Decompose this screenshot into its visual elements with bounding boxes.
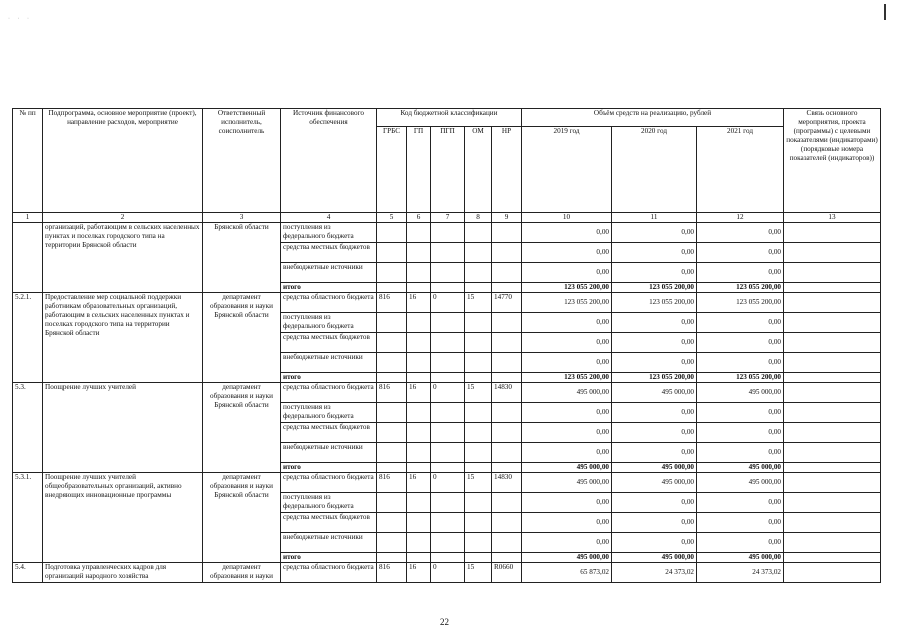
gp-code [407,403,431,423]
indicator-link [784,223,881,243]
pgp-code [431,333,465,353]
amount-2020: 0,00 [612,223,697,243]
funding-source: внебюджетные источники [281,443,377,463]
funding-source: средства областного бюджета [281,473,377,493]
np-code [492,223,522,243]
funding-source: средства местных бюджетов [281,423,377,443]
amount-2020: 24 373,02 [612,563,697,583]
budget-table [12,108,881,583]
amount-2020: 495 000,00 [612,553,697,563]
col-resp-header: Ответственный исполнитель, соисполнитель [203,109,281,213]
col-np-header: НР [492,127,522,213]
pgp-code [431,493,465,513]
column-number: 2 [43,213,203,223]
np-code [492,533,522,553]
pgp-code [431,243,465,263]
funding-source: поступления из федерального бюджета [281,223,377,243]
indicator-link [784,533,881,553]
np-code [492,283,522,293]
responsible-executor: департамент образования и науки Брянской области [203,473,281,563]
column-number: 6 [407,213,431,223]
pgp-code [431,283,465,293]
pgp-code: 0 [431,563,465,583]
funding-source: итого [281,283,377,293]
om-code [465,333,492,353]
item-number: 5.3.1. [13,473,43,563]
pgp-code [431,223,465,243]
amount-2019: 123 055 200,00 [522,283,612,293]
gp-code [407,493,431,513]
amount-2021: 495 000,00 [697,553,784,563]
amount-2019: 0,00 [522,223,612,243]
indicator-link [784,403,881,423]
amount-2019: 65 873,02 [522,563,612,583]
amount-2020: 495 000,00 [612,463,697,473]
amount-2019: 495 000,00 [522,383,612,403]
amount-2020: 0,00 [612,333,697,353]
indicator-link [784,293,881,313]
gp-code [407,223,431,243]
om-code [465,463,492,473]
np-code [492,403,522,423]
om-code [465,493,492,513]
grbs-code: 816 [377,383,407,403]
gp-code [407,353,431,373]
amount-2021: 495 000,00 [697,473,784,493]
grbs-code: 816 [377,293,407,313]
gp-code [407,443,431,463]
grbs-code [377,353,407,373]
indicator-link [784,443,881,463]
amount-2021: 123 055 200,00 [697,283,784,293]
np-code: 14830 [492,383,522,403]
table-row [13,383,881,403]
amount-2020: 123 055 200,00 [612,293,697,313]
funding-source: средства областного бюджета [281,563,377,583]
gp-code: 16 [407,383,431,403]
om-code [465,533,492,553]
grbs-code [377,333,407,353]
amount-2021: 0,00 [697,223,784,243]
amount-2020: 0,00 [612,533,697,553]
amount-2020: 0,00 [612,313,697,333]
gp-code [407,533,431,553]
item-name: организаций, работающим в сельских населенных пунктах и поселках городского типа на территории Брянской области [43,223,203,293]
amount-2019: 0,00 [522,423,612,443]
amount-2021: 0,00 [697,493,784,513]
pgp-code [431,553,465,563]
column-number: 9 [492,213,522,223]
indicator-link [784,263,881,283]
pgp-code: 0 [431,293,465,313]
amount-2019: 495 000,00 [522,553,612,563]
om-code [465,353,492,373]
funding-source: внебюджетные источники [281,263,377,283]
pgp-code [431,263,465,283]
np-code [492,553,522,563]
item-name: Поощрение лучших учителей [43,383,203,473]
funding-source: средства местных бюджетов [281,513,377,533]
grbs-code: 816 [377,473,407,493]
col-2019-header: 2019 год [522,127,612,213]
pgp-code [431,423,465,443]
np-code [492,443,522,463]
indicator-link [784,383,881,403]
column-number: 11 [612,213,697,223]
table-row [13,223,881,243]
item-number: 5.2.1. [13,293,43,383]
col-gp-header: ГП [407,127,431,213]
np-code [492,463,522,473]
np-code [492,513,522,533]
table-body [13,223,881,583]
funding-source: итого [281,463,377,473]
funding-source: внебюджетные источники [281,533,377,553]
gp-code: 16 [407,563,431,583]
amount-2021: 0,00 [697,423,784,443]
gp-code [407,553,431,563]
amount-2020: 0,00 [612,493,697,513]
gp-code: 16 [407,473,431,493]
grbs-code [377,403,407,423]
amount-2020: 0,00 [612,403,697,423]
om-code [465,223,492,243]
amount-2021: 495 000,00 [697,463,784,473]
pgp-code [431,463,465,473]
indicator-link [784,463,881,473]
amount-2021: 0,00 [697,353,784,373]
scan-dots: · · · [8,16,32,22]
amount-2020: 0,00 [612,443,697,463]
amount-2019: 0,00 [522,263,612,283]
funding-source: внебюджетные источники [281,353,377,373]
om-code [465,243,492,263]
np-code: 14830 [492,473,522,493]
om-code [465,443,492,463]
gp-code [407,283,431,293]
responsible-executor: департамент образования и науки Брянской области [203,293,281,383]
amount-2020: 0,00 [612,353,697,373]
amount-2021: 495 000,00 [697,383,784,403]
amount-2019: 123 055 200,00 [522,293,612,313]
grbs-code [377,533,407,553]
amount-2021: 0,00 [697,313,784,333]
indicator-link [784,553,881,563]
grbs-code [377,493,407,513]
grbs-code [377,443,407,463]
funding-source: поступления из федерального бюджета [281,403,377,423]
om-code [465,313,492,333]
np-code [492,333,522,353]
page-number: 22 [440,617,449,627]
om-code [465,403,492,423]
responsible-executor: Брянской области [203,223,281,293]
om-code [465,263,492,283]
grbs-code: 816 [377,563,407,583]
funding-source: средства местных бюджетов [281,243,377,263]
amount-2021: 0,00 [697,263,784,283]
col-source-header: Источник финансового обеспечения [281,109,377,213]
pgp-code [431,353,465,373]
pgp-code [431,373,465,383]
col-name-header: Подпрограмма, основное мероприятие (проект), направление расходов, мероприятие [43,109,203,213]
gp-code [407,333,431,353]
om-code [465,553,492,563]
amount-2021: 0,00 [697,403,784,423]
indicator-link [784,473,881,493]
gp-code [407,263,431,283]
om-code: 15 [465,293,492,313]
column-number: 1 [13,213,43,223]
om-code [465,513,492,533]
grbs-code [377,243,407,263]
indicator-link [784,373,881,383]
table-row [13,563,881,583]
funding-source: поступления из федерального бюджета [281,493,377,513]
indicator-link [784,423,881,443]
amount-2020: 0,00 [612,263,697,283]
grbs-code [377,263,407,283]
column-number: 3 [203,213,281,223]
grbs-code [377,463,407,473]
indicator-link [784,353,881,373]
gp-code [407,513,431,533]
amount-2021: 24 373,02 [697,563,784,583]
amount-2019: 0,00 [522,493,612,513]
amount-2021: 0,00 [697,333,784,353]
amount-2019: 0,00 [522,403,612,423]
gp-code [407,313,431,333]
column-number: 5 [377,213,407,223]
funding-source: средства областного бюджета [281,383,377,403]
gp-code: 16 [407,293,431,313]
column-number: 4 [281,213,377,223]
np-code [492,263,522,283]
col-budget-code-header: Код бюджетной классификации [377,109,522,127]
indicator-link [784,513,881,533]
om-code [465,283,492,293]
amount-2021: 0,00 [697,243,784,263]
amount-2021: 123 055 200,00 [697,373,784,383]
funding-source: средства местных бюджетов [281,333,377,353]
column-numbers-row [13,213,881,223]
indicator-link [784,283,881,293]
item-number: 5.3. [13,383,43,473]
responsible-executor: департамент образования и науки [203,563,281,583]
grbs-code [377,553,407,563]
om-code: 15 [465,473,492,493]
np-code: R0660 [492,563,522,583]
grbs-code [377,423,407,443]
responsible-executor: департамент образования и науки Брянской области [203,383,281,473]
np-code [492,353,522,373]
amount-2021: 123 055 200,00 [697,293,784,313]
col-om-header: ОМ [465,127,492,213]
item-number [13,223,43,293]
pgp-code [431,313,465,333]
amount-2019: 0,00 [522,443,612,463]
np-code [492,313,522,333]
amount-2021: 0,00 [697,533,784,553]
item-name: Подготовка управленческих кадров для организаций народного хозяйства [43,563,203,583]
amount-2019: 0,00 [522,533,612,553]
amount-2019: 0,00 [522,313,612,333]
amount-2020: 495 000,00 [612,473,697,493]
np-code [492,493,522,513]
column-number: 10 [522,213,612,223]
np-code: 14770 [492,293,522,313]
grbs-code [377,373,407,383]
om-code [465,423,492,443]
col-volume-header: Объём средств на реализацию, рублей [522,109,784,127]
funding-source: итого [281,553,377,563]
pgp-code [431,513,465,533]
indicator-link [784,243,881,263]
indicator-link [784,563,881,583]
amount-2019: 123 055 200,00 [522,373,612,383]
amount-2020: 0,00 [612,243,697,263]
amount-2020: 0,00 [612,423,697,443]
amount-2021: 0,00 [697,443,784,463]
column-number: 8 [465,213,492,223]
om-code: 15 [465,383,492,403]
om-code: 15 [465,563,492,583]
col-grbs-header: ГРБС [377,127,407,213]
grbs-code [377,313,407,333]
column-number: 12 [697,213,784,223]
pgp-code [431,443,465,463]
funding-source: средства областного бюджета [281,293,377,313]
amount-2020: 123 055 200,00 [612,373,697,383]
amount-2020: 123 055 200,00 [612,283,697,293]
col-link-header: Связь основного мероприятия, проекта (программы) с целевыми показателями (индикаторами) (порядковые номера показателей (индикаторов)) [784,109,881,213]
col-pgp-header: ПГП [431,127,465,213]
amount-2020: 495 000,00 [612,383,697,403]
np-code [492,243,522,263]
item-name: Предоставление мер социальной поддержки работникам образовательных организаций, работающим в сельских населенных пунктах и поселках городского типа на территории Брянской области [43,293,203,383]
grbs-code [377,513,407,533]
amount-2019: 0,00 [522,243,612,263]
pgp-code: 0 [431,473,465,493]
indicator-link [784,493,881,513]
grbs-code [377,283,407,293]
gp-code [407,373,431,383]
amount-2020: 0,00 [612,513,697,533]
funding-source: поступления из федерального бюджета [281,313,377,333]
indicator-link [784,313,881,333]
scan-mark [884,4,886,20]
om-code [465,373,492,383]
table-row [13,473,881,493]
amount-2019: 0,00 [522,513,612,533]
column-number: 7 [431,213,465,223]
amount-2019: 0,00 [522,353,612,373]
header-row [13,109,881,127]
item-number: 5.4. [13,563,43,583]
pgp-code [431,533,465,553]
item-name: Поощрение лучших учителей общеобразовательных организаций, активно внедряющих инновационные программы [43,473,203,563]
gp-code [407,243,431,263]
grbs-code [377,223,407,243]
gp-code [407,463,431,473]
col-2021-header: 2021 год [697,127,784,213]
amount-2019: 495 000,00 [522,463,612,473]
pgp-code: 0 [431,383,465,403]
amount-2019: 495 000,00 [522,473,612,493]
amount-2019: 0,00 [522,333,612,353]
indicator-link [784,333,881,353]
col-num-header: № пп [13,109,43,213]
pgp-code [431,403,465,423]
table-row [13,293,881,313]
np-code [492,373,522,383]
gp-code [407,423,431,443]
col-2020-header: 2020 год [612,127,697,213]
np-code [492,423,522,443]
amount-2021: 0,00 [697,513,784,533]
column-number: 13 [784,213,881,223]
funding-source: итого [281,373,377,383]
